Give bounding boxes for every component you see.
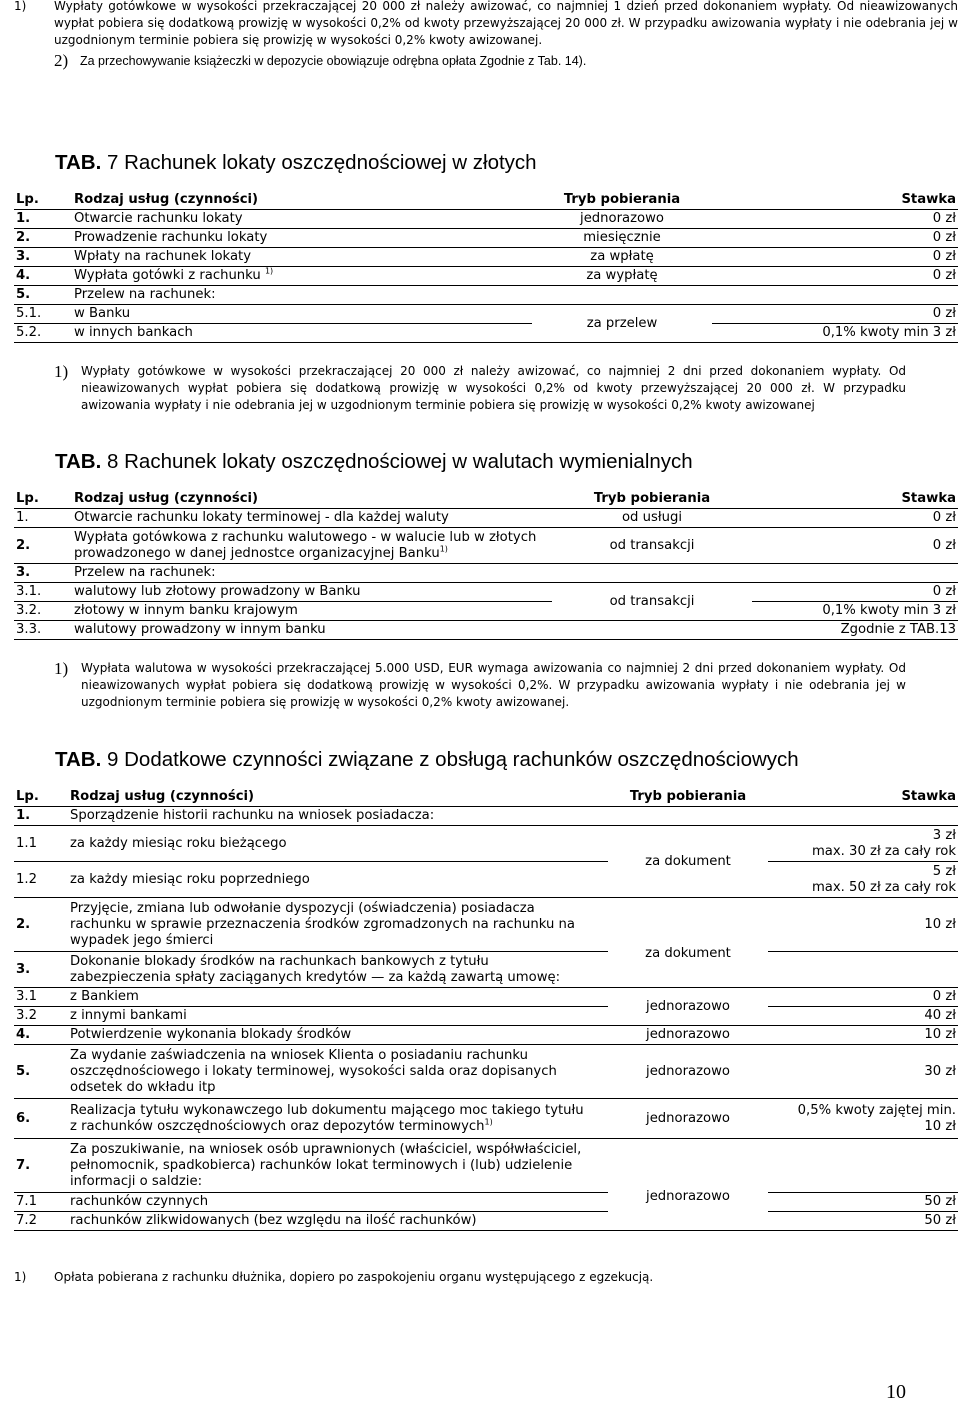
cell-lp: 7.1 bbox=[14, 1193, 68, 1212]
cell-mode: od transakcji bbox=[552, 528, 752, 564]
footnote-number: 1) bbox=[14, 0, 27, 13]
table-row bbox=[14, 528, 958, 564]
cell-rate: 10 zł bbox=[768, 898, 958, 952]
table-row bbox=[14, 1212, 958, 1231]
cell-mode: od transakcji bbox=[552, 583, 752, 621]
cell-mode: jednorazowo bbox=[646, 1188, 730, 1204]
header-mode: Tryb pobierania bbox=[532, 190, 712, 210]
cell-rate: 40 zł bbox=[768, 1007, 958, 1026]
cell-rate: 30 zł bbox=[768, 1045, 958, 1099]
cell-mode: za dokument bbox=[645, 945, 731, 961]
cell-service: Sporządzenie historii rachunku na wniosek posiadacza: bbox=[68, 807, 608, 826]
cell-lp: 7. bbox=[14, 1139, 68, 1193]
cell-rate bbox=[768, 1139, 958, 1193]
table-row bbox=[14, 583, 958, 602]
footnote-text: Opłata pobierana z rachunku dłużnika, dopiero po zaspokojeniu organu występującego z egzekucją. bbox=[54, 1270, 654, 1284]
cell-rate: 0 zł bbox=[712, 210, 958, 229]
tab7-table bbox=[14, 190, 958, 343]
footnote-number: 1) bbox=[54, 362, 69, 381]
header-lp: Lp. bbox=[14, 489, 72, 509]
cell-mode: za dokument bbox=[608, 826, 768, 898]
cell-service: Otwarcie rachunku lokaty terminowej - dla każdej waluty bbox=[72, 509, 552, 528]
cell-mode bbox=[608, 1212, 768, 1231]
cell-rate: 0 zł bbox=[712, 267, 958, 286]
table-row bbox=[14, 286, 958, 305]
cell-service: Wpłaty na rachunek lokaty bbox=[72, 248, 532, 267]
table-row bbox=[14, 988, 958, 1007]
cell-rate: 0 zł bbox=[712, 305, 958, 324]
cell-mode bbox=[552, 621, 752, 640]
header-mode: Tryb pobierania bbox=[552, 489, 752, 509]
table-header bbox=[14, 190, 958, 210]
tab8-table bbox=[14, 489, 958, 640]
cell-lp: 3. bbox=[14, 248, 72, 267]
cell-lp: 6. bbox=[14, 1099, 68, 1139]
cell-rate: 3 zł max. 30 zł za cały rok bbox=[768, 826, 958, 862]
cell-service: Wypłata gotówkowa z rachunku walutowego - w walucie lub w złotych prowadzonego w danej jednostce organizacyjnej Banku$^{1)}$ bbox=[72, 528, 552, 564]
cell-lp: 1. bbox=[14, 509, 72, 528]
cell-mode: jednorazowo bbox=[608, 1045, 768, 1099]
cell-service: Za poszukiwanie, na wniosek osób uprawnionych (właściciel, współwłaściciel, pełnomocnik, spadkobierca) rachunków lokat terminowych i (lub) udzielenie informacji o saldzie: bbox=[68, 1139, 608, 1193]
cell-lp: 3.1. bbox=[14, 583, 72, 602]
footnote-number: 1) bbox=[14, 1270, 27, 1284]
cell-mode bbox=[532, 286, 712, 305]
footnote-ref: 1) bbox=[264, 266, 274, 276]
tab9-table bbox=[14, 787, 958, 1231]
cell-mode bbox=[552, 564, 752, 583]
header-rate: Stawka bbox=[752, 489, 958, 509]
cell-lp: 5.1. bbox=[14, 305, 72, 324]
table-header bbox=[14, 787, 958, 807]
table-row bbox=[14, 1139, 958, 1193]
cell-lp: 2. bbox=[14, 528, 72, 564]
cell-rate bbox=[768, 807, 958, 826]
cell-mode: jednorazowo bbox=[608, 988, 768, 1026]
cell-mode: za wpłatę bbox=[532, 248, 712, 267]
cell-rate: 0,5% kwoty zajętej min. 10 zł bbox=[768, 1099, 958, 1139]
cell-lp: 1. bbox=[14, 210, 72, 229]
cell-service: Otwarcie rachunku lokaty bbox=[72, 210, 532, 229]
cell-service: złotowy w innym banku krajowym bbox=[72, 602, 552, 621]
header-service: Rodzaj usług (czynności) bbox=[72, 489, 552, 509]
table-row bbox=[14, 1007, 958, 1026]
footnote-number: 2) bbox=[54, 51, 69, 70]
header-lp: Lp. bbox=[14, 787, 68, 807]
cell-lp: 3. bbox=[14, 564, 72, 583]
footnote-text: Wypłata walutowa w wysokości przekraczającej 5.000 USD, EUR wymaga awizowania co najmniej 2 dni przed dokonaniem wypłaty. Od nieawizowanych wypłat pobiera się dodatkową prowizję w wysokości 0,2%. W przypadku awizowania wypłaty i nie odebrania jej w uzgodnionym terminie pobiera się prowizję w wysokości 0,2% kwoty awizowanej. bbox=[81, 661, 906, 709]
cell-service: walutowy lub złotowy prowadzony w Banku bbox=[72, 583, 552, 602]
cell-mode: za wypłatę bbox=[532, 267, 712, 286]
table-row bbox=[14, 248, 958, 267]
cell-lp: 1.2 bbox=[14, 862, 68, 898]
table-row bbox=[14, 862, 958, 898]
cell-rate: 0,1% kwoty min 3 zł bbox=[752, 602, 958, 621]
tab7-footnote bbox=[54, 363, 906, 414]
cell-service: Wypłata gotówki z rachunku $^{1)}$ bbox=[72, 267, 532, 286]
cell-rate: 0 zł bbox=[752, 528, 958, 564]
cell-lp: 4. bbox=[14, 1026, 68, 1045]
cell-service: w innych bankach bbox=[72, 324, 532, 343]
cell-service: Przelew na rachunek: bbox=[72, 564, 552, 583]
page-number: 10 bbox=[886, 1381, 906, 1403]
cell-rate: Zgodnie z TAB.13 bbox=[752, 621, 958, 640]
table-row bbox=[14, 1026, 958, 1045]
cell-lp: 2. bbox=[14, 229, 72, 248]
cell-service: z innymi bankami bbox=[68, 1007, 608, 1026]
footnote-text: Wypłaty gotówkowe w wysokości przekraczającej 20 000 zł należy awizować, co najmniej 2 dni przed dokonaniem wypłaty. Od nieawizowanych wypłat pobiera się dodatkową prowizję w wysokości 0,2% od kwoty przewyższającej 20 000 zł. W przypadku awizowania wypłaty i nie odebrania jej w uzgodnionym terminie pobiera się prowizję w wysokości 0,2% kwoty awizowanej bbox=[81, 364, 906, 412]
cell-rate: 50 zł bbox=[768, 1212, 958, 1231]
tab9-title: TAB. 9 Dodatkowe czynności związane z obsługą rachunków oszczędnościowych bbox=[55, 748, 799, 771]
cell-service: rachunków czynnych bbox=[68, 1193, 608, 1212]
table-row bbox=[14, 564, 958, 583]
cell-service: walutowy prowadzony w innym banku bbox=[72, 621, 552, 640]
cell-lp: 5. bbox=[14, 286, 72, 305]
cell-rate: 0 zł bbox=[752, 583, 958, 602]
cell-rate: 10 zł bbox=[768, 1026, 958, 1045]
cell-mode: jednorazowo bbox=[608, 1026, 768, 1045]
footnote-number: 1) bbox=[54, 659, 69, 678]
cell-service: Dokonanie blokady środków na rachunkach bankowych z tytułu zabezpieczenia spłaty zaciąganych kredytów — za każdą zawartą umowę: bbox=[68, 952, 608, 988]
cell-rate bbox=[752, 564, 958, 583]
cell-lp: 3.3. bbox=[14, 621, 72, 640]
header-mode: Tryb pobierania bbox=[608, 787, 768, 807]
table-header bbox=[14, 489, 958, 509]
cell-lp: 1. bbox=[14, 807, 68, 826]
table-row bbox=[14, 1045, 958, 1099]
cell-mode: jednorazowo bbox=[608, 1099, 768, 1139]
tab8-title: TAB. 8 Rachunek lokaty oszczędnościowej w walutach wymienialnych bbox=[55, 450, 693, 473]
table-row bbox=[14, 509, 958, 528]
cell-lp: 5.2. bbox=[14, 324, 72, 343]
cell-mode: od usługi bbox=[552, 509, 752, 528]
cell-lp: 7.2 bbox=[14, 1212, 68, 1231]
cell-lp: 2. bbox=[14, 898, 68, 952]
table-row bbox=[14, 1099, 958, 1139]
cell-service: Przelew na rachunek: bbox=[72, 286, 532, 305]
cell-mode: jednorazowo bbox=[532, 210, 712, 229]
cell-rate: 5 zł max. 50 zł za cały rok bbox=[768, 862, 958, 898]
header-rate: Stawka bbox=[712, 190, 958, 210]
table-row bbox=[14, 898, 958, 952]
table-row bbox=[14, 324, 958, 343]
header-lp: Lp. bbox=[14, 190, 72, 210]
cell-lp: 3. bbox=[14, 952, 68, 988]
cell-lp: 3.1 bbox=[14, 988, 68, 1007]
cell-rate: 0 zł bbox=[752, 509, 958, 528]
table-row bbox=[14, 952, 958, 988]
table-row bbox=[14, 602, 958, 621]
footnote-text: Za przechowywanie książeczki w depozycie obowiązuje odrębna opłata Zgodnie z Tab. 14). bbox=[80, 54, 587, 68]
cell-lp: 5. bbox=[14, 1045, 68, 1099]
cell-rate bbox=[712, 286, 958, 305]
cell-rate: 0 zł bbox=[712, 248, 958, 267]
table-row bbox=[14, 229, 958, 248]
footnote-text: Wypłaty gotówkowe w wysokości przekraczającej 20 000 zł należy awizować, co najmniej 1 dzień przed dokonaniem wypłaty. Od nieawizowanych wypłat pobiera się dodatkową prowizję w wysokości 0,2% od kwoty przewyższającej 20 000 zł. W przypadku awizowania wypłaty i nie odebrania jej w uzgodnionym terminie pobiera się prowizję w wysokości 0,2% kwoty awizowanej. bbox=[54, 0, 958, 47]
footnote-ref: 1) bbox=[439, 544, 448, 554]
cell-service: w Banku bbox=[72, 305, 532, 324]
table-row bbox=[14, 267, 958, 286]
tab8-footnote bbox=[54, 660, 906, 711]
table-row bbox=[14, 1193, 958, 1212]
cell-service: za każdy miesiąc roku poprzedniego bbox=[68, 862, 608, 898]
cell-mode: za przelew bbox=[532, 305, 712, 343]
cell-service: Prowadzenie rachunku lokaty bbox=[72, 229, 532, 248]
cell-lp: 3.2. bbox=[14, 602, 72, 621]
cell-rate: 50 zł bbox=[768, 1193, 958, 1212]
footnote-ref: 1) bbox=[484, 1117, 493, 1127]
cell-lp: 4. bbox=[14, 267, 72, 286]
cell-service: Za wydanie zaświadczenia na wniosek Klienta o posiadaniu rachunku oszczędnościowego i lokaty terminowej, wysokości salda oraz dopisanych odsetek do wkładu itp bbox=[68, 1045, 608, 1099]
cell-service: Realizacja tytułu wykonawczego lub dokumentu mającego moc takiego tytułu z rachunków oszczędnościowych oraz depozytów terminowych$^{1)}$ bbox=[68, 1099, 608, 1139]
cell-service: za każdy miesiąc roku bieżącego bbox=[68, 826, 608, 862]
cell-lp: 3.2 bbox=[14, 1007, 68, 1026]
table-row bbox=[14, 807, 958, 826]
header-service: Rodzaj usług (czynności) bbox=[68, 787, 608, 807]
cell-service: Potwierdzenie wykonania blokady środków bbox=[68, 1026, 608, 1045]
cell-rate: 0,1% kwoty min 3 zł bbox=[712, 324, 958, 343]
cell-service: rachunków zlikwidowanych (bez względu na ilość rachunków) bbox=[68, 1212, 608, 1231]
table-row bbox=[14, 305, 958, 324]
top-note-1 bbox=[14, 0, 958, 49]
tab7-title: TAB. 7 Rachunek lokaty oszczędnościowej w złotych bbox=[55, 151, 537, 174]
table-row bbox=[14, 826, 958, 862]
cell-rate: 0 zł bbox=[768, 988, 958, 1007]
cell-rate bbox=[768, 952, 958, 988]
table-row bbox=[14, 210, 958, 229]
cell-mode bbox=[608, 807, 768, 826]
header-rate: Stawka bbox=[768, 787, 958, 807]
cell-service: Przyjęcie, zmiana lub odwołanie dyspozycji (oświadczenia) posiadacza rachunku w sprawie przeznaczenia środków zgromadzonych na rachunku na wypadek jego śmierci bbox=[68, 898, 608, 952]
cell-rate: 0 zł bbox=[712, 229, 958, 248]
cell-lp: 1.1 bbox=[14, 826, 68, 862]
cell-mode: miesięcznie bbox=[532, 229, 712, 248]
table-row bbox=[14, 621, 958, 640]
cell-service: z Bankiem bbox=[68, 988, 608, 1007]
header-service: Rodzaj usług (czynności) bbox=[72, 190, 532, 210]
